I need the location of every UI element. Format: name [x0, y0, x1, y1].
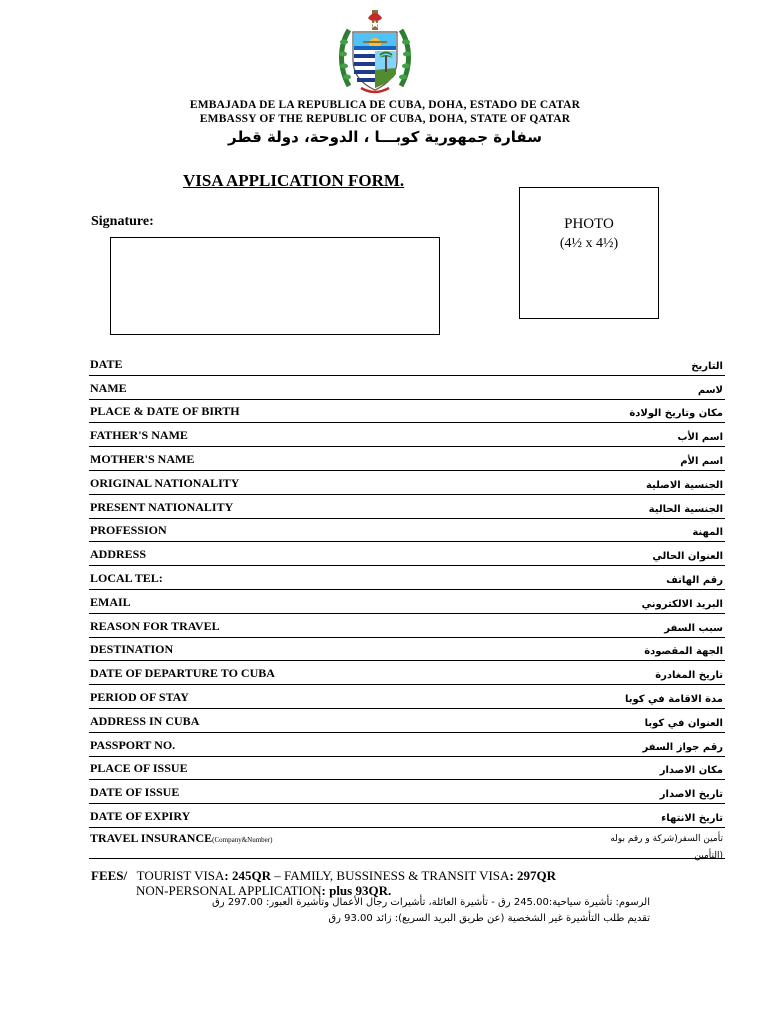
- divider: [89, 858, 725, 859]
- header-arabic: سفارة جمهورية كوبـــا ، الدوحة، دولة قطر: [228, 128, 542, 146]
- insurance-label: TRAVEL INSURANCE: [90, 830, 213, 845]
- family-visa-price: : 297QR: [509, 868, 557, 883]
- field-label: ADDRESS IN CUBA: [90, 713, 200, 728]
- field-row-reason-for-travel[interactable]: [89, 614, 725, 638]
- field-label-arabic: مكان الاصدار: [659, 765, 723, 777]
- field-label-arabic: رقم جواز السفر: [642, 741, 723, 753]
- field-row-date-of-issue[interactable]: [89, 780, 725, 804]
- field-row-address-in-cuba[interactable]: [89, 709, 725, 733]
- field-label-arabic: العنوان في كوبا: [644, 717, 723, 729]
- field-label-arabic: تاريخ المغادرة: [655, 670, 723, 682]
- field-label-arabic: التاريخ: [691, 360, 723, 372]
- form-title: VISA APPLICATION FORM.: [183, 171, 405, 190]
- field-label-arabic: اسم الأم: [680, 455, 723, 467]
- field-label-arabic: العنوان الحالي: [652, 551, 723, 563]
- field-label: DATE OF DEPARTURE TO CUBA: [90, 666, 275, 681]
- field-row-destination[interactable]: [89, 638, 725, 662]
- field-label: MOTHER'S NAME: [90, 451, 195, 466]
- field-row-date[interactable]: [89, 352, 725, 376]
- field-label: ADDRESS: [90, 547, 147, 562]
- field-label: PRESENT NATIONALITY: [90, 499, 234, 514]
- field-row-place-of-issue[interactable]: [89, 757, 725, 781]
- field-label-arabic: مكان وتاريخ الولادة: [629, 408, 723, 420]
- field-label-arabic: لاسم: [697, 384, 723, 396]
- fees-separator: –: [271, 868, 285, 883]
- field-row-place-date-of-birth[interactable]: [89, 400, 725, 424]
- fees-line-1: [91, 868, 556, 884]
- nonpersonal-text: NON-PERSONAL APPLICATION: [136, 883, 322, 898]
- field-label-arabic: رقم الهاتف: [666, 574, 723, 586]
- field-label-arabic: سبب السفر: [664, 622, 723, 634]
- field-row-profession[interactable]: [89, 519, 725, 543]
- field-row-address[interactable]: [89, 542, 725, 566]
- field-label-arabic: المهنة: [692, 527, 723, 539]
- field-label-arabic: تاريخ الانتهاء: [661, 812, 723, 824]
- field-row-fathers-name[interactable]: [89, 423, 725, 447]
- field-label: FATHER'S NAME: [90, 428, 188, 443]
- tourist-visa-price: : 245QR: [224, 868, 272, 883]
- field-label-arabic: الجنسية الحالية: [648, 503, 723, 515]
- field-label-arabic: اسم الأب: [677, 432, 723, 444]
- field-label: ORIGINAL NATIONALITY: [90, 475, 240, 490]
- field-label: PLACE OF ISSUE: [90, 761, 188, 776]
- field-row-mothers-name[interactable]: [89, 447, 725, 471]
- field-label: DESTINATION: [90, 642, 174, 657]
- photo-label: PHOTO: [564, 216, 614, 232]
- fees-arabic-line-2: تقديم طلب التأشيرة غير الشخصية (عن طريق البريد السريع): زائد 93.00 رق: [328, 913, 650, 924]
- field-row-email[interactable]: [89, 590, 725, 614]
- signature-box[interactable]: [110, 237, 440, 335]
- insurance-arabic-line1: تأمين السفر(شركة و رقم بوله: [610, 833, 723, 844]
- field-label-arabic: [610, 831, 723, 865]
- field-label-arabic: مدة الاقامة في كوبا: [624, 693, 723, 705]
- field-label: DATE: [90, 356, 123, 371]
- field-row-original-nationality[interactable]: [89, 471, 725, 495]
- header-spanish: EMBAJADA DE LA REPUBLICA DE CUBA, DOHA, ESTADO DE CATAR: [189, 99, 581, 111]
- field-label-arabic: الجهة المقصودة: [644, 646, 723, 658]
- field-label: PLACE & DATE OF BIRTH: [90, 404, 240, 419]
- photo-size: (4½ x 4½): [559, 236, 619, 251]
- signature-label: Signature:: [91, 214, 154, 229]
- field-row-date-of-expiry[interactable]: [89, 804, 725, 828]
- field-label: [90, 831, 272, 846]
- field-label: LOCAL TEL:: [90, 570, 163, 585]
- field-label: DATE OF ISSUE: [90, 785, 180, 800]
- tourist-visa-text: TOURIST VISA: [136, 868, 225, 883]
- field-label: NAME: [90, 380, 127, 395]
- nonpersonal-price: : plus 93QR.: [321, 883, 392, 898]
- field-label-arabic: الجنسية الاصلية: [645, 479, 723, 491]
- fees-label: FEES/: [91, 868, 128, 883]
- field-label: PASSPORT NO.: [90, 737, 176, 752]
- field-row-passport-no[interactable]: [89, 733, 725, 757]
- field-label-arabic: البريد الالكتروني: [641, 598, 723, 610]
- header-english: EMBASSY OF THE REPUBLIC OF CUBA, DOHA, STATE OF QATAR: [199, 113, 571, 125]
- field-row-period-of-stay[interactable]: [89, 685, 725, 709]
- fees-arabic-line-1: الرسوم: تأشيرة سياحية:245.00 رق - تأشيرة العائلة، تأشيرات رجال الأعمال وتأشيرة العبور: 297.00 رق: [212, 897, 650, 908]
- field-label: DATE OF EXPIRY: [90, 808, 191, 823]
- field-label: PROFESSION: [90, 523, 167, 538]
- coat-of-arms-seal: [335, 8, 415, 96]
- field-label: EMAIL: [90, 594, 131, 609]
- form-fields: [89, 352, 725, 865]
- field-label: PERIOD OF STAY: [90, 689, 189, 704]
- field-row-name[interactable]: [89, 376, 725, 400]
- field-row-present-nationality[interactable]: [89, 495, 725, 519]
- field-row-travel-insurance[interactable]: [89, 828, 725, 865]
- insurance-label-small: (Company&Number): [212, 835, 273, 844]
- field-label-arabic: تاريخ الاصدار: [659, 789, 723, 801]
- field-label: REASON FOR TRAVEL: [90, 618, 220, 633]
- field-row-local-tel[interactable]: [89, 566, 725, 590]
- field-row-date-of-departure[interactable]: [89, 661, 725, 685]
- family-visa-text: FAMILY, BUSSINESS & TRANSIT VISA: [284, 868, 510, 883]
- photo-box[interactable]: [519, 187, 659, 319]
- insurance-arabic-line2: (التأمين: [694, 850, 723, 861]
